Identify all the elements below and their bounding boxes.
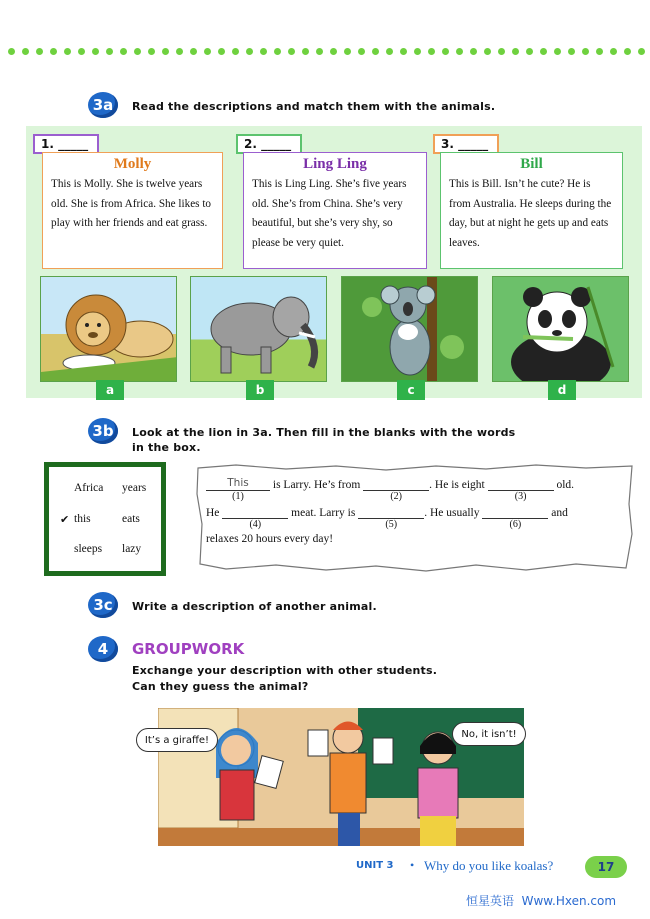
dot — [274, 48, 281, 55]
dot — [176, 48, 183, 55]
section-4-badge: 4 — [88, 636, 118, 662]
picture-lion — [40, 276, 177, 382]
dot — [78, 48, 85, 55]
dot — [610, 48, 617, 55]
word-eats: eats — [122, 513, 140, 525]
watermark: 恒星英语 Www.Hxen.com — [466, 894, 617, 908]
dot — [316, 48, 323, 55]
dot — [204, 48, 211, 55]
dot — [232, 48, 239, 55]
picture-elephant — [190, 276, 327, 382]
section-3b-instruction-line2: in the box. — [132, 441, 201, 454]
dot — [260, 48, 267, 55]
dot — [456, 48, 463, 55]
card-title: Molly — [113, 156, 152, 172]
card-text: This is Bill. Isn’t he cute? He is from Australia. He sleeps during the day, but at night he gets up and eats leaves. — [449, 178, 612, 249]
section-3b-instruction-line1: Look at the lion in 3a. Then fill in the blanks with the words — [132, 426, 516, 439]
picture-label-a: a — [96, 380, 124, 400]
dot — [148, 48, 155, 55]
speech-bubble-right: No, it isn’t! — [452, 722, 526, 746]
dot — [526, 48, 533, 55]
dot — [540, 48, 547, 55]
picture-label-b: b — [246, 380, 274, 400]
fill-line-1 — [206, 477, 575, 502]
footer-unit: UNIT 3 — [356, 860, 394, 871]
card-ling-ling — [243, 152, 427, 269]
blank-5[interactable] — [358, 505, 424, 530]
section-3c-instruction: Write a description of another animal. — [132, 600, 377, 613]
picture-label-d: d — [548, 380, 576, 400]
dotted-divider — [8, 46, 648, 58]
blank-number: (1) — [232, 491, 244, 502]
footer-title: Why do you like koalas? — [424, 858, 554, 873]
dot — [428, 48, 435, 55]
card-text: This is Molly. She is twelve years old. She is from Africa. She likes to play with her friends and eat grass. — [51, 178, 212, 229]
dot — [106, 48, 113, 55]
elephant-icon — [191, 277, 327, 382]
card-2-number-tag: 2. _____ — [236, 134, 302, 154]
dot — [64, 48, 71, 55]
dot — [638, 48, 645, 55]
picture-koala — [341, 276, 478, 382]
blank-4[interactable] — [222, 505, 288, 530]
card-title: Ling Ling — [303, 156, 367, 172]
panda-icon — [493, 277, 629, 382]
dot — [8, 48, 15, 55]
dot — [484, 48, 491, 55]
dot — [302, 48, 309, 55]
fill-text: and — [551, 507, 568, 519]
dot — [92, 48, 99, 55]
dot — [288, 48, 295, 55]
groupwork-line1: Exchange your description with other students. — [132, 664, 438, 677]
blank-number: (5) — [385, 519, 398, 530]
blank-6[interactable] — [482, 505, 548, 530]
blank-3[interactable] — [488, 477, 554, 502]
blank-number: (2) — [390, 491, 402, 502]
dot — [400, 48, 407, 55]
word-years: years — [122, 482, 147, 494]
picture-label-c: c — [397, 380, 425, 400]
dot — [442, 48, 449, 55]
dot — [358, 48, 365, 55]
fill-line-3: relaxes 20 hours every day! — [206, 533, 334, 545]
word-lazy: lazy — [122, 543, 142, 555]
lion-icon — [41, 277, 177, 382]
dot — [22, 48, 29, 55]
blank-number: (6) — [509, 519, 522, 530]
fill-text: old. — [556, 479, 575, 491]
blank-1[interactable] — [206, 477, 270, 502]
card-text: This is Ling Ling. She’s five years old. She’s from China. She’s very beautiful, but she’s very shy, so please be very quiet. — [252, 178, 407, 249]
groupwork-line2: Can they guess the animal? — [132, 680, 309, 693]
word-this: this — [74, 513, 91, 525]
dot — [512, 48, 519, 55]
dot — [470, 48, 477, 55]
word-sleeps: sleeps — [74, 543, 103, 555]
dot — [386, 48, 393, 55]
dot — [120, 48, 127, 55]
dot — [162, 48, 169, 55]
dot — [596, 48, 603, 55]
section-3a-badge: 3a — [88, 92, 118, 118]
card-bill — [440, 152, 623, 269]
word-africa: Africa — [74, 482, 104, 494]
dot — [190, 48, 197, 55]
footer-bullet: • — [410, 858, 415, 872]
dot — [372, 48, 379, 55]
dot — [36, 48, 43, 55]
dot — [582, 48, 589, 55]
section-3a-instruction: Read the descriptions and match them with the animals. — [132, 100, 496, 113]
dot — [554, 48, 561, 55]
dot — [50, 48, 57, 55]
checkmark-icon: ✔ — [60, 514, 70, 526]
dot — [498, 48, 505, 55]
blank-2[interactable] — [363, 477, 429, 502]
card-molly — [42, 152, 223, 269]
dot — [330, 48, 337, 55]
blank-number: (3) — [514, 491, 527, 502]
dot — [568, 48, 575, 55]
word-box — [44, 462, 166, 576]
picture-panda — [492, 276, 629, 382]
dot — [218, 48, 225, 55]
dot — [414, 48, 421, 55]
blank-number: (4) — [249, 519, 262, 530]
page-number: 17 — [585, 856, 627, 878]
card-title: Bill — [520, 156, 543, 172]
card-3-number-tag: 3. _____ — [433, 134, 499, 154]
fill-text: is Larry. He’s from — [272, 479, 361, 491]
dot — [344, 48, 351, 55]
fill-text: He — [206, 507, 220, 519]
dot — [134, 48, 141, 55]
koala-icon — [342, 277, 478, 382]
section-3c-badge: 3c — [88, 592, 118, 618]
dot — [624, 48, 631, 55]
groupwork-title: GROUPWORK — [132, 640, 245, 658]
speech-bubble-left: It’s a giraffe! — [136, 728, 218, 752]
fill-text: . He is eight — [429, 479, 485, 491]
fill-line-2 — [206, 505, 568, 530]
card-1-number-tag: 1. _____ — [33, 134, 99, 154]
fill-text: meat. Larry is — [291, 507, 356, 519]
section-3b-badge: 3b — [88, 418, 118, 444]
dot — [246, 48, 253, 55]
example-answer: This — [227, 477, 249, 489]
fill-text: . He usually — [424, 507, 480, 519]
